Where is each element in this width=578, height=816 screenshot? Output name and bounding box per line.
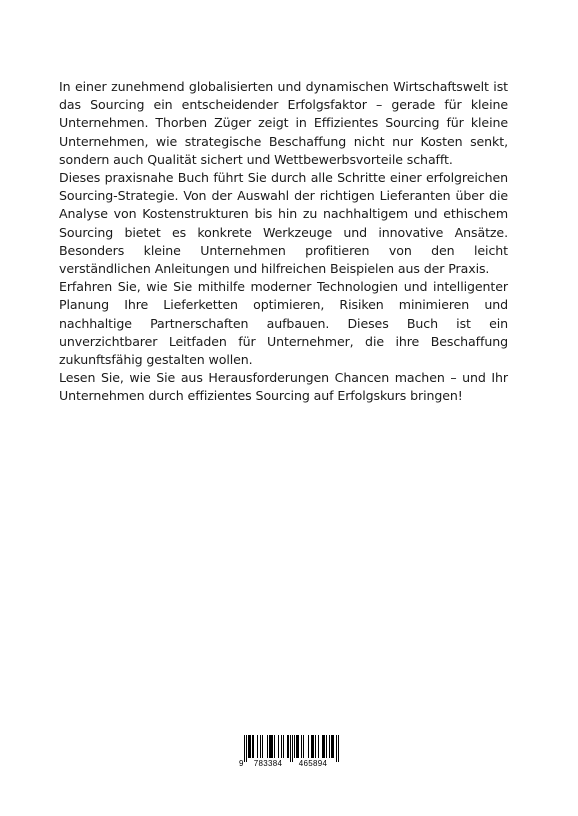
barcode-bar (296, 735, 297, 758)
barcode-first-digit: 9 (239, 759, 244, 768)
barcode-bar (333, 735, 334, 758)
barcode-bar (287, 735, 288, 758)
blurb-paragraph-4: Lesen Sie, wie Sie aus Herausforderungen Chancen machen – und Ihr Unternehmen durch effizientes Sourcing auf Erfolgskurs bringen! (59, 370, 508, 404)
barcode-bar (322, 735, 323, 758)
barcode-bar (274, 735, 275, 758)
isbn-barcode (238, 735, 342, 769)
barcode-bar (311, 735, 312, 758)
barcode-bar (329, 735, 330, 758)
barcode-bar (301, 735, 302, 758)
barcode-bar (312, 735, 313, 758)
barcode-bar (253, 735, 254, 758)
blurb-paragraph-2: Dieses praxisnahe Buch führt Sie durch alle Schritte einer erfolgreichen Sourcing-Strategie. Von der Auswahl der richtigen Lieferanten über die Analyse von Kostenstrukturen bis hin zu nachhaltigem und ethischem Sourcing bietet es konkrete Werkzeuge und innovative Ansätze. Besonders kleine Unternehmen profitieren von den leicht verständlichen Anleitungen und hilfreichen Beispielen aus der Praxis. (59, 170, 508, 277)
barcode-bar (294, 735, 295, 758)
barcode-bar (331, 735, 332, 758)
barcode-bar (252, 735, 253, 758)
barcode-bar (281, 735, 282, 758)
barcode-bar (250, 735, 251, 758)
barcode-bar (303, 735, 304, 758)
barcode-right-group: 465894 (295, 758, 331, 769)
barcode-bar (257, 735, 258, 758)
barcode-bar (298, 735, 299, 758)
barcode-bar (267, 735, 268, 758)
barcode-bar (315, 735, 316, 758)
blurb-paragraph-1: In einer zunehmend globalisierten und dynamischen Wirtschaftswelt ist das Sourcing ein entscheidender Erfolgsfaktor – gerade für kleine Unternehmen. Thorben Züger zeigt in Effizientes Sourcing für kleine Unternehmen, wie strategische Beschaffung nicht nur Kosten senkt, sondern auch Qualität sichert und Wettbewerbsvorteile schafft. (59, 79, 508, 167)
back-cover-blurb (59, 78, 508, 406)
barcode-bar (272, 735, 273, 758)
barcode-bar (326, 735, 327, 758)
barcode-bar (323, 735, 324, 758)
barcode-bar (271, 735, 272, 758)
barcode-bar (270, 735, 271, 758)
barcode-bar (269, 735, 270, 758)
barcode-bar (283, 735, 284, 758)
barcode-bar (248, 735, 249, 758)
barcode-bar (260, 735, 261, 758)
barcode-bar (262, 735, 263, 758)
barcode-bar (318, 735, 319, 758)
blurb-paragraph-3: Erfahren Sie, wie Sie mithilfe moderner Technologien und intelligenter Planung Ihre Lieferketten optimieren, Risiken minimieren und nachhaltige Partnerschaften aufbauen. Dieses Buch ist ein unverzichtbarer Leitfaden für Unternehmer, die ihre Beschaffung zukunftsfähig gestalten wollen. (59, 279, 508, 368)
barcode-digits (238, 758, 342, 769)
barcode-bar (324, 735, 325, 758)
barcode-bar (278, 735, 279, 758)
barcode-bar (288, 735, 289, 758)
barcode-bar (308, 735, 309, 758)
barcode-bar (249, 735, 250, 758)
barcode-bar (297, 735, 298, 758)
barcode-bar (332, 735, 333, 758)
barcode-bar (313, 735, 314, 758)
barcode-left-group: 783384 (250, 758, 286, 769)
